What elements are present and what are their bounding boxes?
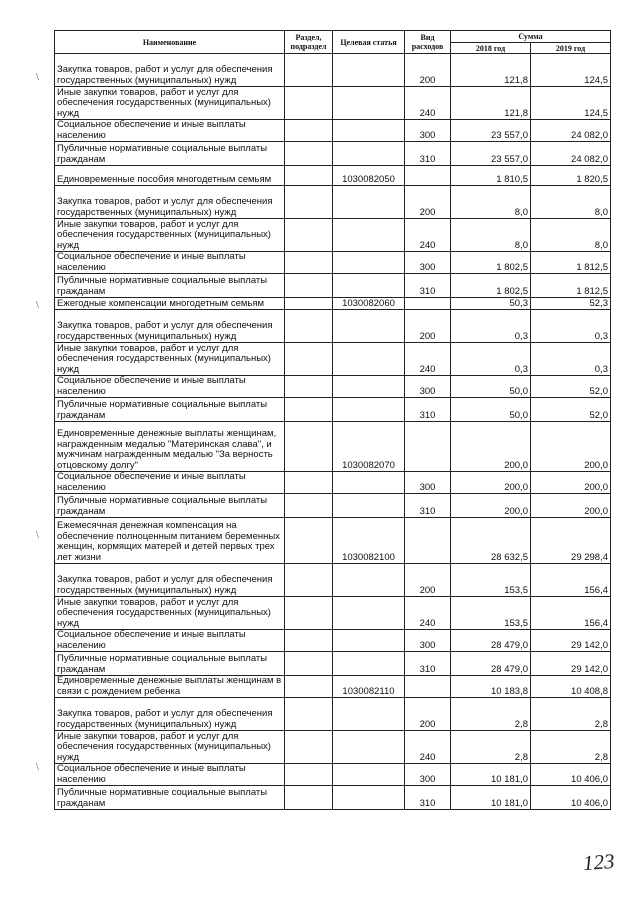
row-name: Единовременные денежные выплаты женщинам, награжденным медалью "Материнская слава", и мужчинам награжденным медалью "За верность отцовскому долгу" bbox=[55, 422, 285, 472]
row-expense-type: 240 bbox=[405, 87, 451, 120]
row-expense-type: 300 bbox=[405, 252, 451, 274]
row-target-article bbox=[333, 120, 405, 142]
row-sum-2018: 153,5 bbox=[451, 564, 531, 597]
row-target-article bbox=[333, 764, 405, 786]
row-sum-2018: 1 810,5 bbox=[451, 166, 531, 186]
row-sum-2018: 28 479,0 bbox=[451, 630, 531, 652]
row-sum-2018: 28 479,0 bbox=[451, 652, 531, 676]
table-row bbox=[55, 252, 611, 274]
row-sum-2019: 10 406,0 bbox=[531, 786, 611, 810]
row-name: Иные закупки товаров, работ и услуг для обеспечения государственных (муниципальных) нужд bbox=[55, 343, 285, 376]
row-sum-2019: 0,3 bbox=[531, 343, 611, 376]
table-row bbox=[55, 274, 611, 298]
row-name: Закупка товаров, работ и услуг для обеспечения государственных (муниципальных) нужд bbox=[55, 698, 285, 731]
table-row bbox=[55, 54, 611, 87]
row-section bbox=[285, 186, 333, 219]
row-target-article bbox=[333, 252, 405, 274]
row-name: Публичные нормативные социальные выплаты гражданам bbox=[55, 786, 285, 810]
table-row bbox=[55, 398, 611, 422]
row-sum-2019: 1 812,5 bbox=[531, 274, 611, 298]
table-row bbox=[55, 472, 611, 494]
row-expense-type: 300 bbox=[405, 630, 451, 652]
row-expense-type: 200 bbox=[405, 310, 451, 343]
row-target-article bbox=[333, 274, 405, 298]
row-sum-2019: 2,8 bbox=[531, 731, 611, 764]
row-section bbox=[285, 376, 333, 398]
margin-mark: \ bbox=[36, 300, 39, 311]
row-sum-2019: 8,0 bbox=[531, 186, 611, 219]
table-row bbox=[55, 422, 611, 472]
row-expense-type bbox=[405, 676, 451, 698]
row-section bbox=[285, 398, 333, 422]
row-name: Социальное обеспечение и иные выплаты населению bbox=[55, 630, 285, 652]
row-expense-type: 200 bbox=[405, 564, 451, 597]
row-target-article bbox=[333, 343, 405, 376]
header-section: Раздел, подраздел bbox=[285, 31, 333, 54]
row-sum-2018: 8,0 bbox=[451, 186, 531, 219]
row-expense-type: 310 bbox=[405, 652, 451, 676]
row-section bbox=[285, 786, 333, 810]
row-sum-2019: 52,0 bbox=[531, 376, 611, 398]
row-name: Иные закупки товаров, работ и услуг для обеспечения государственных (муниципальных) нужд bbox=[55, 219, 285, 252]
table-row bbox=[55, 343, 611, 376]
row-expense-type bbox=[405, 298, 451, 310]
row-sum-2018: 10 181,0 bbox=[451, 786, 531, 810]
row-sum-2018: 0,3 bbox=[451, 310, 531, 343]
row-name: Публичные нормативные социальные выплаты гражданам bbox=[55, 398, 285, 422]
row-sum-2019: 10 408,8 bbox=[531, 676, 611, 698]
row-expense-type bbox=[405, 422, 451, 472]
table-row bbox=[55, 310, 611, 343]
row-sum-2019: 200,0 bbox=[531, 494, 611, 518]
table-row bbox=[55, 186, 611, 219]
row-sum-2019: 10 406,0 bbox=[531, 764, 611, 786]
row-section bbox=[285, 652, 333, 676]
row-expense-type: 240 bbox=[405, 343, 451, 376]
table-row bbox=[55, 564, 611, 597]
table-row bbox=[55, 494, 611, 518]
row-target-article bbox=[333, 142, 405, 166]
row-sum-2019: 29 142,0 bbox=[531, 630, 611, 652]
row-name: Социальное обеспечение и иные выплаты населению bbox=[55, 472, 285, 494]
row-target-article: 1030082100 bbox=[333, 518, 405, 564]
row-section bbox=[285, 472, 333, 494]
row-sum-2019: 124,5 bbox=[531, 54, 611, 87]
table-row bbox=[55, 630, 611, 652]
row-sum-2018: 200,0 bbox=[451, 494, 531, 518]
row-sum-2018: 2,8 bbox=[451, 731, 531, 764]
row-expense-type: 200 bbox=[405, 698, 451, 731]
row-section bbox=[285, 142, 333, 166]
row-name: Ежегодные компенсации многодетным семьям bbox=[55, 298, 285, 310]
row-target-article bbox=[333, 564, 405, 597]
row-section bbox=[285, 731, 333, 764]
row-section bbox=[285, 597, 333, 630]
row-name: Социальное обеспечение и иные выплаты населению bbox=[55, 252, 285, 274]
table-row bbox=[55, 518, 611, 564]
margin-mark: \ bbox=[36, 762, 39, 773]
row-sum-2019: 24 082,0 bbox=[531, 142, 611, 166]
row-section bbox=[285, 698, 333, 731]
row-sum-2018: 200,0 bbox=[451, 422, 531, 472]
row-name: Публичные нормативные социальные выплаты гражданам bbox=[55, 652, 285, 676]
row-expense-type: 200 bbox=[405, 186, 451, 219]
header-name: Наименование bbox=[55, 31, 285, 54]
row-target-article: 1030082060 bbox=[333, 298, 405, 310]
row-name: Закупка товаров, работ и услуг для обеспечения государственных (муниципальных) нужд bbox=[55, 564, 285, 597]
row-sum-2019: 200,0 bbox=[531, 422, 611, 472]
row-expense-type: 240 bbox=[405, 219, 451, 252]
row-section bbox=[285, 310, 333, 343]
row-sum-2018: 1 802,5 bbox=[451, 274, 531, 298]
row-sum-2019: 52,3 bbox=[531, 298, 611, 310]
row-section bbox=[285, 494, 333, 518]
row-target-article: 1030082050 bbox=[333, 166, 405, 186]
row-sum-2019: 8,0 bbox=[531, 219, 611, 252]
table-row bbox=[55, 166, 611, 186]
row-name: Единовременные денежные выплаты женщинам в связи с рождением ребенка bbox=[55, 676, 285, 698]
row-expense-type: 300 bbox=[405, 764, 451, 786]
row-target-article bbox=[333, 597, 405, 630]
row-target-article bbox=[333, 87, 405, 120]
row-sum-2019: 2,8 bbox=[531, 698, 611, 731]
row-expense-type: 200 bbox=[405, 54, 451, 87]
row-sum-2018: 121,8 bbox=[451, 54, 531, 87]
row-section bbox=[285, 166, 333, 186]
row-target-article bbox=[333, 731, 405, 764]
row-section bbox=[285, 54, 333, 87]
row-section bbox=[285, 120, 333, 142]
budget-table bbox=[54, 30, 611, 810]
row-target-article bbox=[333, 630, 405, 652]
row-target-article: 1030082110 bbox=[333, 676, 405, 698]
page-number: 123 bbox=[582, 848, 616, 876]
header-year-2019: 2019 год bbox=[531, 43, 611, 54]
row-sum-2018: 50,3 bbox=[451, 298, 531, 310]
row-sum-2019: 200,0 bbox=[531, 472, 611, 494]
row-sum-2019: 1 812,5 bbox=[531, 252, 611, 274]
row-name: Закупка товаров, работ и услуг для обеспечения государственных (муниципальных) нужд bbox=[55, 186, 285, 219]
row-sum-2019: 29 142,0 bbox=[531, 652, 611, 676]
row-expense-type: 310 bbox=[405, 274, 451, 298]
row-target-article bbox=[333, 376, 405, 398]
row-name: Публичные нормативные социальные выплаты гражданам bbox=[55, 494, 285, 518]
row-target-article bbox=[333, 472, 405, 494]
row-name: Публичные нормативные социальные выплаты гражданам bbox=[55, 274, 285, 298]
row-section bbox=[285, 564, 333, 597]
table-row bbox=[55, 219, 611, 252]
row-sum-2018: 2,8 bbox=[451, 698, 531, 731]
table-row bbox=[55, 786, 611, 810]
row-target-article bbox=[333, 310, 405, 343]
row-name: Единовременные пособия многодетным семьям bbox=[55, 166, 285, 186]
row-section bbox=[285, 630, 333, 652]
row-target-article bbox=[333, 786, 405, 810]
row-name: Социальное обеспечение и иные выплаты населению bbox=[55, 120, 285, 142]
margin-mark: \ bbox=[36, 530, 39, 541]
header-sum: Сумма bbox=[451, 31, 611, 43]
row-name: Публичные нормативные социальные выплаты гражданам bbox=[55, 142, 285, 166]
row-expense-type: 240 bbox=[405, 597, 451, 630]
row-name: Социальное обеспечение и иные выплаты населению bbox=[55, 764, 285, 786]
row-target-article bbox=[333, 398, 405, 422]
row-section bbox=[285, 87, 333, 120]
row-target-article: 1030082070 bbox=[333, 422, 405, 472]
margin-mark: \ bbox=[36, 72, 39, 83]
row-expense-type bbox=[405, 166, 451, 186]
table-row bbox=[55, 698, 611, 731]
row-sum-2018: 10 183,8 bbox=[451, 676, 531, 698]
row-expense-type: 310 bbox=[405, 398, 451, 422]
row-section bbox=[285, 422, 333, 472]
row-name: Социальное обеспечение и иные выплаты населению bbox=[55, 376, 285, 398]
row-section bbox=[285, 252, 333, 274]
row-sum-2018: 0,3 bbox=[451, 343, 531, 376]
table-row bbox=[55, 298, 611, 310]
table-row bbox=[55, 120, 611, 142]
row-expense-type bbox=[405, 518, 451, 564]
row-sum-2018: 1 802,5 bbox=[451, 252, 531, 274]
table-row bbox=[55, 87, 611, 120]
row-name: Закупка товаров, работ и услуг для обеспечения государственных (муниципальных) нужд bbox=[55, 54, 285, 87]
table-row bbox=[55, 376, 611, 398]
row-name: Иные закупки товаров, работ и услуг для обеспечения государственных (муниципальных) нужд bbox=[55, 87, 285, 120]
row-sum-2019: 156,4 bbox=[531, 564, 611, 597]
row-sum-2018: 8,0 bbox=[451, 219, 531, 252]
header-year-2018: 2018 год bbox=[451, 43, 531, 54]
row-target-article bbox=[333, 186, 405, 219]
row-name: Закупка товаров, работ и услуг для обеспечения государственных (муниципальных) нужд bbox=[55, 310, 285, 343]
row-expense-type: 300 bbox=[405, 472, 451, 494]
header-target: Целевая статья bbox=[333, 31, 405, 54]
row-expense-type: 300 bbox=[405, 120, 451, 142]
row-section bbox=[285, 298, 333, 310]
header-expense-type: Вид расходов bbox=[405, 31, 451, 54]
row-section bbox=[285, 274, 333, 298]
row-target-article bbox=[333, 698, 405, 731]
row-sum-2018: 153,5 bbox=[451, 597, 531, 630]
row-sum-2019: 0,3 bbox=[531, 310, 611, 343]
table-row bbox=[55, 652, 611, 676]
row-target-article bbox=[333, 54, 405, 87]
row-name: Иные закупки товаров, работ и услуг для обеспечения государственных (муниципальных) нужд bbox=[55, 731, 285, 764]
table-row bbox=[55, 676, 611, 698]
table-row bbox=[55, 597, 611, 630]
row-expense-type: 300 bbox=[405, 376, 451, 398]
table-row bbox=[55, 764, 611, 786]
row-name: Иные закупки товаров, работ и услуг для обеспечения государственных (муниципальных) нужд bbox=[55, 597, 285, 630]
row-target-article bbox=[333, 652, 405, 676]
row-sum-2018: 23 557,0 bbox=[451, 142, 531, 166]
row-sum-2018: 50,0 bbox=[451, 398, 531, 422]
row-sum-2019: 1 820,5 bbox=[531, 166, 611, 186]
row-section bbox=[285, 676, 333, 698]
row-expense-type: 310 bbox=[405, 494, 451, 518]
row-section bbox=[285, 219, 333, 252]
row-sum-2018: 121,8 bbox=[451, 87, 531, 120]
row-sum-2019: 156,4 bbox=[531, 597, 611, 630]
row-sum-2019: 124,5 bbox=[531, 87, 611, 120]
row-sum-2018: 200,0 bbox=[451, 472, 531, 494]
row-sum-2019: 52,0 bbox=[531, 398, 611, 422]
row-expense-type: 310 bbox=[405, 142, 451, 166]
row-sum-2018: 10 181,0 bbox=[451, 764, 531, 786]
row-sum-2018: 28 632,5 bbox=[451, 518, 531, 564]
row-sum-2018: 23 557,0 bbox=[451, 120, 531, 142]
row-name: Ежемесячная денежная компенсация на обеспечение полноценным питанием беременных женщин, кормящих матерей и детей первых трех лет жизни bbox=[55, 518, 285, 564]
row-expense-type: 310 bbox=[405, 786, 451, 810]
row-target-article bbox=[333, 219, 405, 252]
row-expense-type: 240 bbox=[405, 731, 451, 764]
table-row bbox=[55, 142, 611, 166]
table-body bbox=[55, 54, 611, 810]
row-target-article bbox=[333, 494, 405, 518]
table-row bbox=[55, 731, 611, 764]
row-section bbox=[285, 764, 333, 786]
row-sum-2019: 24 082,0 bbox=[531, 120, 611, 142]
row-section bbox=[285, 518, 333, 564]
row-section bbox=[285, 343, 333, 376]
row-sum-2019: 29 298,4 bbox=[531, 518, 611, 564]
row-sum-2018: 50,0 bbox=[451, 376, 531, 398]
